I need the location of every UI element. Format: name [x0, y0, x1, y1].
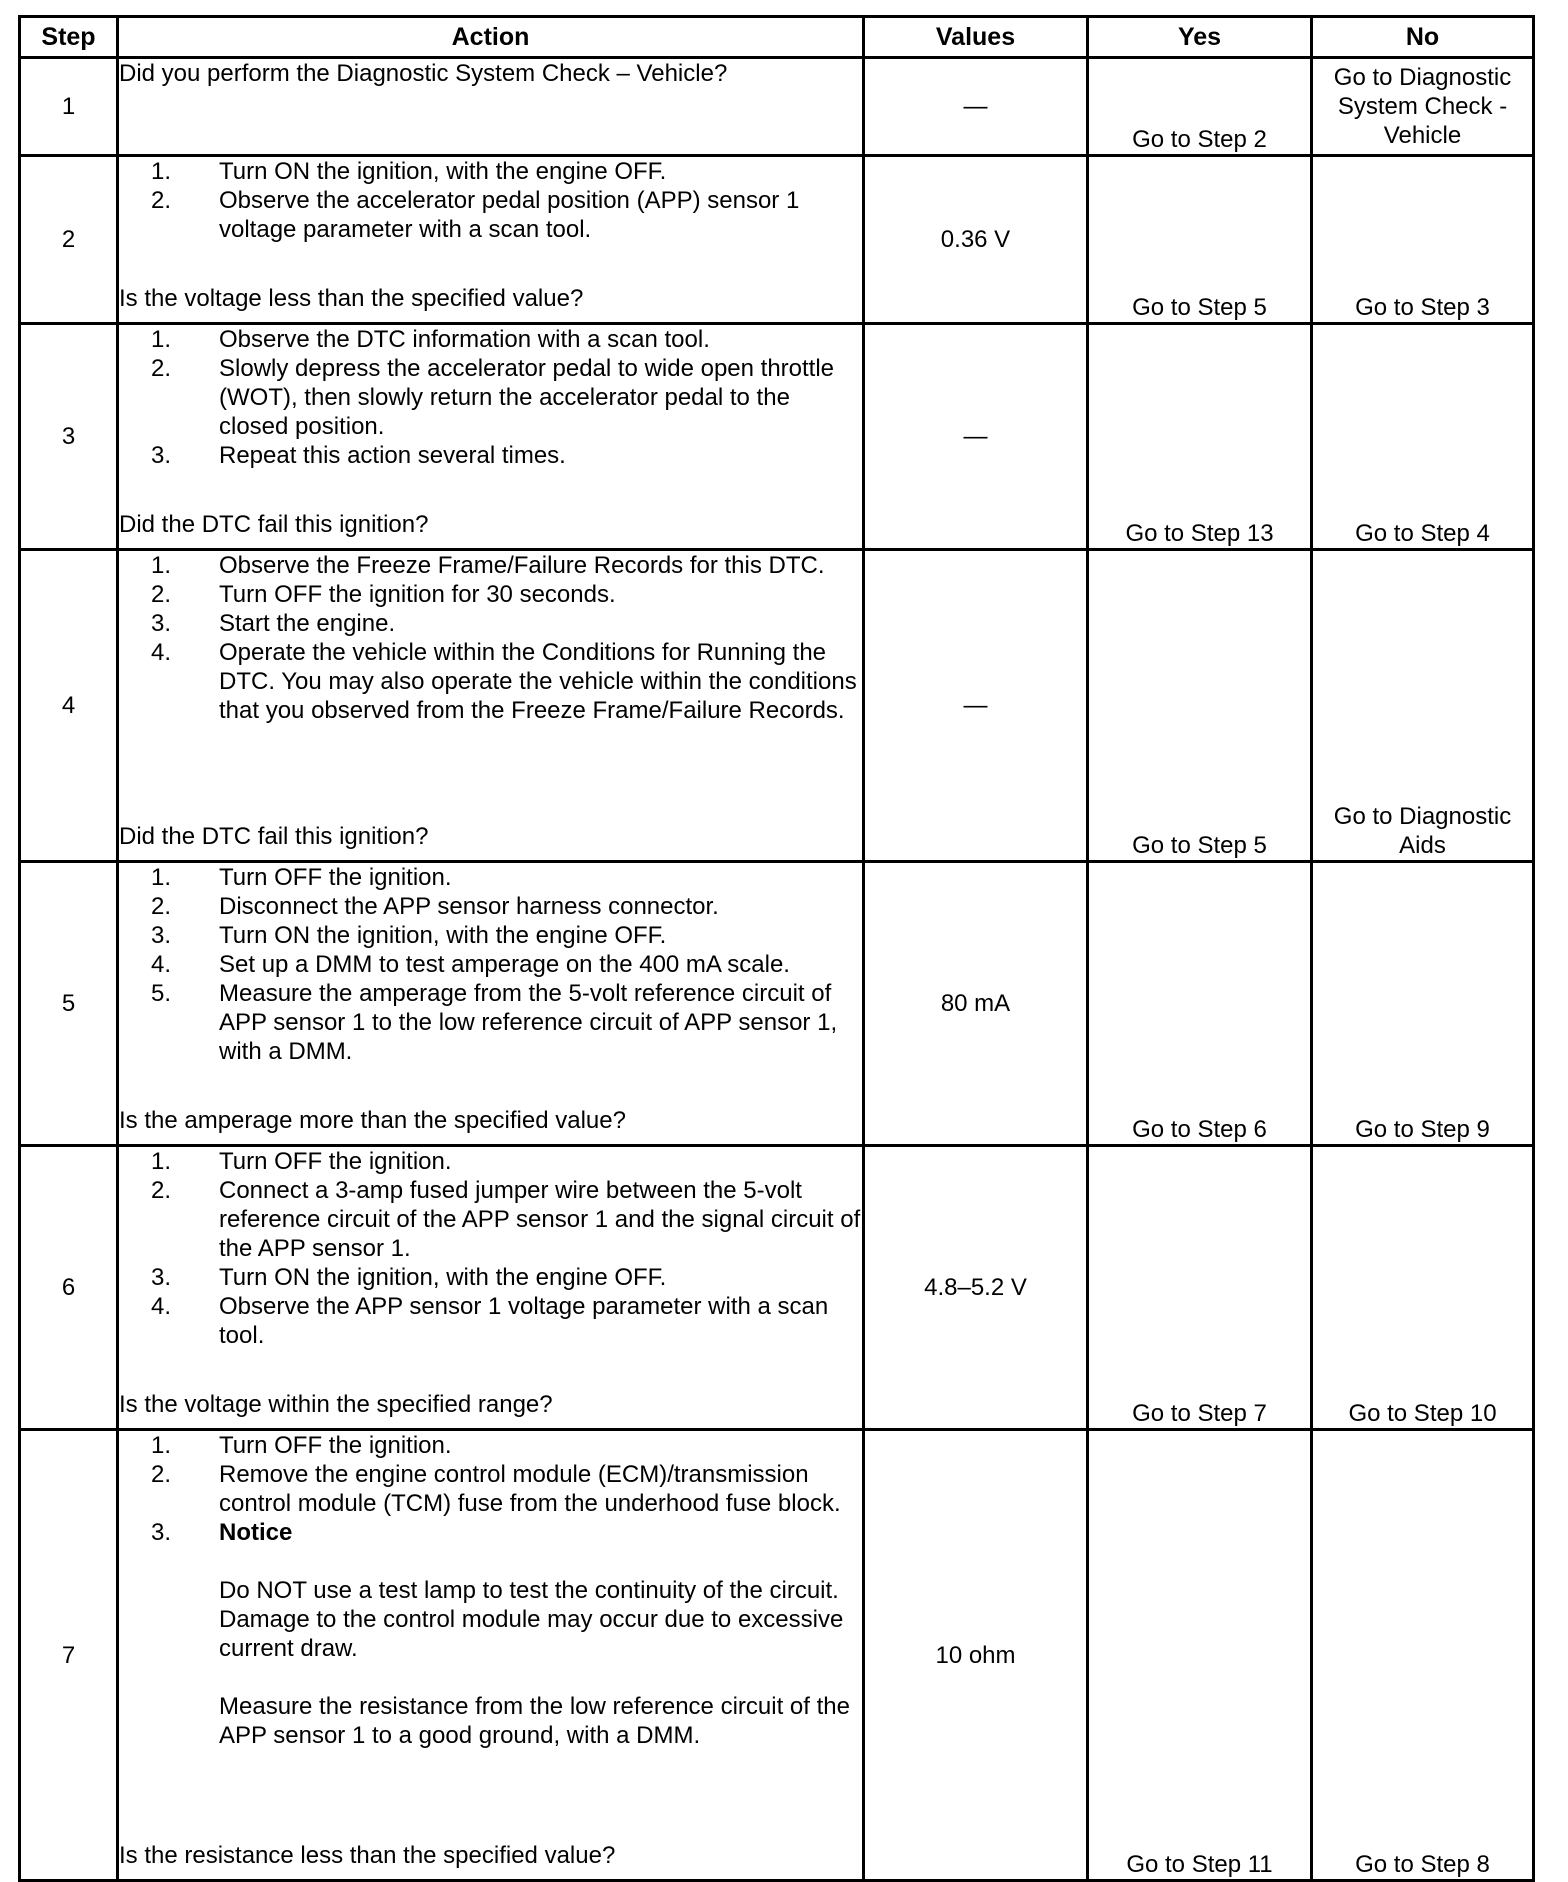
list-item: 2. Connect a 3-amp fused jumper wire between the 5-volt reference circuit of the APP sensor 1 and the signal circuit of the APP sensor 1. — [150, 1177, 861, 1262]
yes-cell: Go to Step 5 — [1088, 550, 1312, 862]
table-row — [20, 1146, 1534, 1430]
header-row — [20, 17, 1534, 58]
action-question: Is the voltage within the specified range? — [119, 1391, 553, 1418]
list-item: 1. Turn ON the ignition, with the engine OFF. — [150, 158, 667, 185]
list-item: 4. Set up a DMM to test amperage on the 400 mA scale. — [150, 951, 790, 978]
diagnostic-sheet — [18, 15, 1535, 1882]
action-question: Is the amperage more than the specified value? — [119, 1107, 626, 1134]
yes-cell: Go to Step 6 — [1088, 862, 1312, 1146]
table-row — [20, 862, 1534, 1146]
no-cell: Go to Step 4 — [1312, 324, 1534, 550]
measure-text: Measure the resistance from the low reference circuit of the APP sensor 1 to a good ground, with a DMM. — [219, 1693, 850, 1749]
list-item: 5. Measure the amperage from the 5-volt reference circuit of APP sensor 1 to the low reference circuit of APP sensor 1, with a DMM. — [150, 980, 838, 1065]
action-question: Did the DTC fail this ignition? — [119, 511, 429, 538]
action-question: Did you perform the Diagnostic System Check – Vehicle? — [119, 60, 728, 87]
action-cell — [118, 862, 864, 1146]
list-item: 1. Turn OFF the ignition. — [150, 1148, 452, 1175]
list-item: 3. Turn ON the ignition, with the engine OFF. — [150, 922, 667, 949]
yes-cell: Go to Step 11 — [1088, 1430, 1312, 1881]
value-cell: 4.8–5.2 V — [864, 1146, 1088, 1430]
header-action: Action — [118, 17, 864, 58]
value-cell: — — [864, 58, 1088, 156]
list-item: 3. Start the engine. — [150, 610, 396, 637]
value-cell: 0.36 V — [864, 156, 1088, 324]
diagnostic-table — [18, 15, 1535, 1882]
header-no: No — [1312, 17, 1534, 58]
list-item: 1. Turn OFF the ignition. — [150, 1432, 452, 1459]
table-row — [20, 324, 1534, 550]
header-values: Values — [864, 17, 1088, 58]
action-cell — [118, 1430, 864, 1881]
action-list — [119, 157, 862, 244]
list-item: 4. Observe the APP sensor 1 voltage parameter with a scan tool. — [150, 1293, 829, 1349]
notice-text: Do NOT use a test lamp to test the continuity of the circuit. Damage to the control module may occur due to excessive current draw. — [219, 1577, 844, 1662]
list-item: 2. Disconnect the APP sensor harness connector. — [150, 893, 719, 920]
list-item: 2. Turn OFF the ignition for 30 seconds. — [150, 581, 616, 608]
action-list — [119, 551, 862, 725]
value-cell: 10 ohm — [864, 1430, 1088, 1881]
no-cell: Go to Step 9 — [1312, 862, 1534, 1146]
yes-cell: Go to Step 13 — [1088, 324, 1312, 550]
no-cell: Go to Diagnostic System Check - Vehicle — [1312, 58, 1534, 156]
no-cell: Go to Diagnostic Aids — [1312, 550, 1534, 862]
yes-cell: Go to Step 5 — [1088, 156, 1312, 324]
step-number: 5 — [20, 862, 118, 1146]
action-list — [119, 863, 862, 1066]
action-list — [119, 1431, 862, 1547]
step-number: 1 — [20, 58, 118, 156]
table-row — [20, 550, 1534, 862]
table-row — [20, 1430, 1534, 1881]
action-list — [119, 325, 862, 470]
header-step: Step — [20, 17, 118, 58]
action-list — [119, 1147, 862, 1350]
no-cell: Go to Step 3 — [1312, 156, 1534, 324]
table-row — [20, 156, 1534, 324]
list-item: 3. Notice — [150, 1519, 293, 1546]
step-number: 2 — [20, 156, 118, 324]
no-cell: Go to Step 8 — [1312, 1430, 1534, 1881]
list-item: 3. Repeat this action several times. — [150, 442, 566, 469]
value-cell: 80 mA — [864, 862, 1088, 1146]
yes-cell: Go to Step 2 — [1088, 58, 1312, 156]
step-number: 4 — [20, 550, 118, 862]
list-item: 4. Operate the vehicle within the Conditions for Running the DTC. You may also operate the vehicle within the conditions that you observed from the Freeze Frame/Failure Records. — [150, 639, 857, 724]
step-number: 7 — [20, 1430, 118, 1881]
action-question: Is the resistance less than the specified value? — [119, 1842, 616, 1869]
table-row — [20, 58, 1534, 156]
action-cell — [118, 1146, 864, 1430]
value-cell: — — [864, 324, 1088, 550]
action-question: Is the voltage less than the specified value? — [119, 285, 584, 312]
step-number: 6 — [20, 1146, 118, 1430]
action-question: Did the DTC fail this ignition? — [119, 823, 429, 850]
list-item: 1. Observe the Freeze Frame/Failure Records for this DTC. — [150, 552, 825, 579]
value-cell: — — [864, 550, 1088, 862]
yes-cell: Go to Step 7 — [1088, 1146, 1312, 1430]
no-cell: Go to Step 10 — [1312, 1146, 1534, 1430]
list-item: 2. Remove the engine control module (ECM)/transmission control module (TCM) fuse from the underhood fuse block. — [150, 1461, 841, 1517]
action-cell — [118, 156, 864, 324]
list-item: 2. Observe the accelerator pedal position (APP) sensor 1 voltage parameter with a scan tool. — [150, 187, 800, 243]
action-cell — [118, 324, 864, 550]
action-cell — [118, 550, 864, 862]
step-number: 3 — [20, 324, 118, 550]
header-yes: Yes — [1088, 17, 1312, 58]
list-item: 2. Slowly depress the accelerator pedal to wide open throttle (WOT), then slowly return the accelerator pedal to the closed position. — [150, 355, 835, 440]
list-item: 1. Observe the DTC information with a scan tool. — [150, 326, 710, 353]
list-item: 1. Turn OFF the ignition. — [150, 864, 452, 891]
action-cell — [118, 58, 864, 156]
list-item: 3. Turn ON the ignition, with the engine OFF. — [150, 1264, 667, 1291]
